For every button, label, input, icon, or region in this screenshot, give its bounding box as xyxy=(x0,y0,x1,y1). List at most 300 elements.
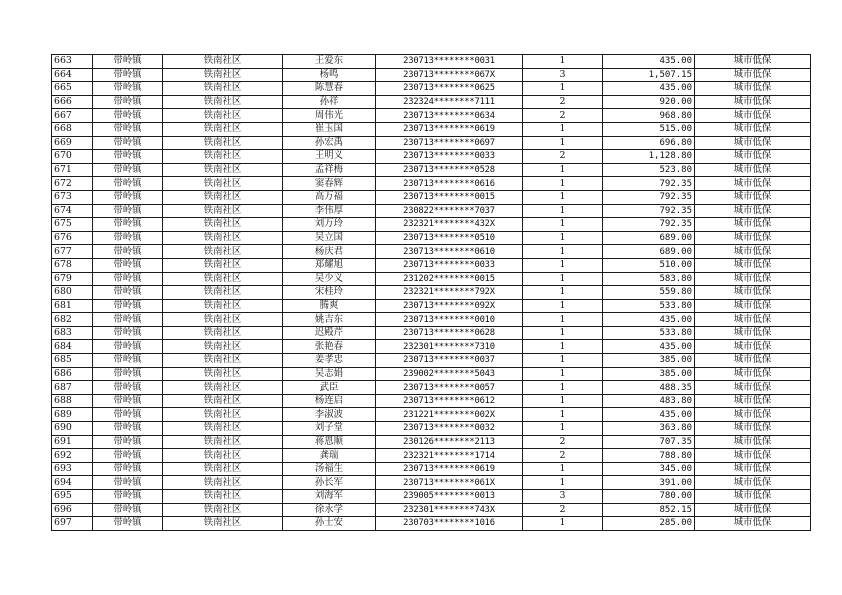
household-size-cell: 2 xyxy=(523,435,603,449)
id-number-cell: 239002********5043 xyxy=(376,367,523,381)
town-cell: 带岭镇 xyxy=(93,150,163,164)
household-size-cell: 1 xyxy=(523,462,603,476)
town-cell: 带岭镇 xyxy=(93,476,163,490)
row-number: 664 xyxy=(52,68,93,82)
row-number: 666 xyxy=(52,95,93,109)
community-cell: 铁南社区 xyxy=(163,408,283,422)
town-cell: 带岭镇 xyxy=(93,55,163,69)
amount-cell: 788.80 xyxy=(603,449,695,463)
town-cell: 带岭镇 xyxy=(93,408,163,422)
town-cell: 带岭镇 xyxy=(93,109,163,123)
id-number-cell: 230713********061X xyxy=(376,476,523,490)
town-cell: 带岭镇 xyxy=(93,449,163,463)
assistance-type-cell: 城市低保 xyxy=(695,245,811,259)
table-row xyxy=(52,122,811,136)
town-cell: 带岭镇 xyxy=(93,95,163,109)
name-cell: 杨连启 xyxy=(283,394,376,408)
community-cell: 铁南社区 xyxy=(163,95,283,109)
amount-cell: 285.00 xyxy=(603,517,695,531)
town-cell: 带岭镇 xyxy=(93,367,163,381)
amount-cell: 345.00 xyxy=(603,462,695,476)
table-row xyxy=(52,517,811,531)
town-cell: 带岭镇 xyxy=(93,326,163,340)
name-cell: 周伟光 xyxy=(283,109,376,123)
town-cell: 带岭镇 xyxy=(93,218,163,232)
row-number: 681 xyxy=(52,299,93,313)
community-cell: 铁南社区 xyxy=(163,326,283,340)
name-cell: 吴立国 xyxy=(283,231,376,245)
table-row xyxy=(52,503,811,517)
row-number: 686 xyxy=(52,367,93,381)
assistance-type-cell: 城市低保 xyxy=(695,381,811,395)
community-cell: 铁南社区 xyxy=(163,68,283,82)
assistance-type-cell: 城市低保 xyxy=(695,122,811,136)
community-cell: 铁南社区 xyxy=(163,163,283,177)
id-number-cell: 230713********0528 xyxy=(376,163,523,177)
table-row xyxy=(52,82,811,96)
town-cell: 带岭镇 xyxy=(93,462,163,476)
id-number-cell: 232324********7111 xyxy=(376,95,523,109)
community-cell: 铁南社区 xyxy=(163,313,283,327)
name-cell: 迟殿芹 xyxy=(283,326,376,340)
row-number: 674 xyxy=(52,204,93,218)
household-size-cell: 1 xyxy=(523,299,603,313)
row-number: 678 xyxy=(52,258,93,272)
household-size-cell: 1 xyxy=(523,394,603,408)
row-number: 693 xyxy=(52,462,93,476)
household-size-cell: 1 xyxy=(523,218,603,232)
assistance-type-cell: 城市低保 xyxy=(695,408,811,422)
name-cell: 刘海军 xyxy=(283,490,376,504)
name-cell: 郑耀旭 xyxy=(283,258,376,272)
household-size-cell: 1 xyxy=(523,190,603,204)
household-size-cell: 1 xyxy=(523,340,603,354)
assistance-type-cell: 城市低保 xyxy=(695,204,811,218)
town-cell: 带岭镇 xyxy=(93,272,163,286)
row-number: 680 xyxy=(52,286,93,300)
row-number: 685 xyxy=(52,354,93,368)
id-number-cell: 230713********092X xyxy=(376,299,523,313)
household-size-cell: 2 xyxy=(523,449,603,463)
household-size-cell: 3 xyxy=(523,68,603,82)
household-size-cell: 1 xyxy=(523,272,603,286)
assistance-type-cell: 城市低保 xyxy=(695,231,811,245)
community-cell: 铁南社区 xyxy=(163,258,283,272)
amount-cell: 583.80 xyxy=(603,272,695,286)
amount-cell: 435.00 xyxy=(603,55,695,69)
community-cell: 铁南社区 xyxy=(163,190,283,204)
name-cell: 高万福 xyxy=(283,190,376,204)
name-cell: 吴志娟 xyxy=(283,367,376,381)
assistance-type-cell: 城市低保 xyxy=(695,163,811,177)
row-number: 694 xyxy=(52,476,93,490)
amount-cell: 689.00 xyxy=(603,245,695,259)
assistance-type-cell: 城市低保 xyxy=(695,503,811,517)
amount-cell: 385.00 xyxy=(603,367,695,381)
assistance-type-cell: 城市低保 xyxy=(695,177,811,191)
table-row xyxy=(52,381,811,395)
assistance-type-cell: 城市低保 xyxy=(695,272,811,286)
name-cell: 汤福生 xyxy=(283,462,376,476)
amount-cell: 852.15 xyxy=(603,503,695,517)
assistance-type-cell: 城市低保 xyxy=(695,82,811,96)
table-row xyxy=(52,313,811,327)
id-number-cell: 230713********0015 xyxy=(376,190,523,204)
id-number-cell: 230713********0619 xyxy=(376,462,523,476)
row-number: 665 xyxy=(52,82,93,96)
name-cell: 杨庆君 xyxy=(283,245,376,259)
town-cell: 带岭镇 xyxy=(93,286,163,300)
row-number: 669 xyxy=(52,136,93,150)
household-size-cell: 1 xyxy=(523,286,603,300)
row-number: 692 xyxy=(52,449,93,463)
id-number-cell: 232321********792X xyxy=(376,286,523,300)
row-number: 687 xyxy=(52,381,93,395)
table-row xyxy=(52,231,811,245)
assistance-type-cell: 城市低保 xyxy=(695,462,811,476)
amount-cell: 707.35 xyxy=(603,435,695,449)
name-cell: 腾爽 xyxy=(283,299,376,313)
assistance-type-cell: 城市低保 xyxy=(695,435,811,449)
amount-cell: 696.80 xyxy=(603,136,695,150)
amount-cell: 780.00 xyxy=(603,490,695,504)
amount-cell: 391.00 xyxy=(603,476,695,490)
amount-cell: 559.80 xyxy=(603,286,695,300)
community-cell: 铁南社区 xyxy=(163,55,283,69)
id-number-cell: 232321********432X xyxy=(376,218,523,232)
community-cell: 铁南社区 xyxy=(163,490,283,504)
assistance-type-cell: 城市低保 xyxy=(695,340,811,354)
row-number: 672 xyxy=(52,177,93,191)
row-number: 689 xyxy=(52,408,93,422)
name-cell: 龚瑞 xyxy=(283,449,376,463)
name-cell: 孙宏禹 xyxy=(283,136,376,150)
community-cell: 铁南社区 xyxy=(163,435,283,449)
town-cell: 带岭镇 xyxy=(93,340,163,354)
table-row xyxy=(52,476,811,490)
table-row xyxy=(52,95,811,109)
community-cell: 铁南社区 xyxy=(163,462,283,476)
table-row xyxy=(52,68,811,82)
assistance-type-cell: 城市低保 xyxy=(695,367,811,381)
assistance-type-cell: 城市低保 xyxy=(695,190,811,204)
row-number: 676 xyxy=(52,231,93,245)
name-cell: 宋桂玲 xyxy=(283,286,376,300)
name-cell: 孙长军 xyxy=(283,476,376,490)
amount-cell: 792.35 xyxy=(603,204,695,218)
amount-cell: 523.80 xyxy=(603,163,695,177)
id-number-cell: 230713********0616 xyxy=(376,177,523,191)
town-cell: 带岭镇 xyxy=(93,82,163,96)
assistance-type-cell: 城市低保 xyxy=(695,109,811,123)
town-cell: 带岭镇 xyxy=(93,190,163,204)
table-row xyxy=(52,258,811,272)
amount-cell: 488.35 xyxy=(603,381,695,395)
amount-cell: 435.00 xyxy=(603,313,695,327)
amount-cell: 510.00 xyxy=(603,258,695,272)
row-number: 683 xyxy=(52,326,93,340)
table-body xyxy=(52,55,811,531)
community-cell: 铁南社区 xyxy=(163,245,283,259)
assistance-type-cell: 城市低保 xyxy=(695,258,811,272)
name-cell: 孟祥梅 xyxy=(283,163,376,177)
household-size-cell: 1 xyxy=(523,354,603,368)
row-number: 671 xyxy=(52,163,93,177)
row-number: 673 xyxy=(52,190,93,204)
name-cell: 李伟厚 xyxy=(283,204,376,218)
row-number: 663 xyxy=(52,55,93,69)
town-cell: 带岭镇 xyxy=(93,163,163,177)
table-row xyxy=(52,435,811,449)
id-number-cell: 230713********0697 xyxy=(376,136,523,150)
community-cell: 铁南社区 xyxy=(163,231,283,245)
town-cell: 带岭镇 xyxy=(93,122,163,136)
amount-cell: 689.00 xyxy=(603,231,695,245)
name-cell: 蒋恩顺 xyxy=(283,435,376,449)
id-number-cell: 231221********002X xyxy=(376,408,523,422)
town-cell: 带岭镇 xyxy=(93,299,163,313)
row-number: 697 xyxy=(52,517,93,531)
community-cell: 铁南社区 xyxy=(163,177,283,191)
assistance-type-cell: 城市低保 xyxy=(695,55,811,69)
amount-cell: 792.35 xyxy=(603,177,695,191)
amount-cell: 363.80 xyxy=(603,422,695,436)
household-size-cell: 1 xyxy=(523,204,603,218)
table-row xyxy=(52,109,811,123)
household-size-cell: 1 xyxy=(523,245,603,259)
table-row xyxy=(52,55,811,69)
assistance-type-cell: 城市低保 xyxy=(695,313,811,327)
community-cell: 铁南社区 xyxy=(163,394,283,408)
table-row xyxy=(52,394,811,408)
amount-cell: 385.00 xyxy=(603,354,695,368)
household-size-cell: 2 xyxy=(523,109,603,123)
assistance-type-cell: 城市低保 xyxy=(695,490,811,504)
table-row xyxy=(52,340,811,354)
id-number-cell: 232321********1714 xyxy=(376,449,523,463)
name-cell: 王明义 xyxy=(283,150,376,164)
amount-cell: 533.80 xyxy=(603,299,695,313)
row-number: 691 xyxy=(52,435,93,449)
community-cell: 铁南社区 xyxy=(163,150,283,164)
name-cell: 王爱东 xyxy=(283,55,376,69)
household-size-cell: 1 xyxy=(523,82,603,96)
id-number-cell: 230713********0612 xyxy=(376,394,523,408)
name-cell: 吴少义 xyxy=(283,272,376,286)
assistance-type-cell: 城市低保 xyxy=(695,286,811,300)
id-number-cell: 232301********7310 xyxy=(376,340,523,354)
id-number-cell: 230713********0010 xyxy=(376,313,523,327)
community-cell: 铁南社区 xyxy=(163,82,283,96)
town-cell: 带岭镇 xyxy=(93,245,163,259)
row-number: 696 xyxy=(52,503,93,517)
name-cell: 崔玉国 xyxy=(283,122,376,136)
row-number: 670 xyxy=(52,150,93,164)
amount-cell: 435.00 xyxy=(603,340,695,354)
community-cell: 铁南社区 xyxy=(163,286,283,300)
amount-cell: 1,128.80 xyxy=(603,150,695,164)
table-row xyxy=(52,462,811,476)
id-number-cell: 230713********0057 xyxy=(376,381,523,395)
community-cell: 铁南社区 xyxy=(163,109,283,123)
name-cell: 武臣 xyxy=(283,381,376,395)
assistance-type-cell: 城市低保 xyxy=(695,299,811,313)
table-row xyxy=(52,218,811,232)
id-number-cell: 230713********067X xyxy=(376,68,523,82)
household-size-cell: 1 xyxy=(523,381,603,395)
assistance-type-cell: 城市低保 xyxy=(695,394,811,408)
household-size-cell: 1 xyxy=(523,517,603,531)
community-cell: 铁南社区 xyxy=(163,476,283,490)
table-row xyxy=(52,490,811,504)
amount-cell: 792.35 xyxy=(603,218,695,232)
id-number-cell: 232301********743X xyxy=(376,503,523,517)
row-number: 682 xyxy=(52,313,93,327)
amount-cell: 1,507.15 xyxy=(603,68,695,82)
town-cell: 带岭镇 xyxy=(93,313,163,327)
id-number-cell: 231202********0015 xyxy=(376,272,523,286)
household-size-cell: 1 xyxy=(523,122,603,136)
town-cell: 带岭镇 xyxy=(93,68,163,82)
town-cell: 带岭镇 xyxy=(93,258,163,272)
table-row xyxy=(52,326,811,340)
assistance-type-cell: 城市低保 xyxy=(695,517,811,531)
name-cell: 刘万玲 xyxy=(283,218,376,232)
assistance-type-cell: 城市低保 xyxy=(695,354,811,368)
table-row xyxy=(52,163,811,177)
row-number: 690 xyxy=(52,422,93,436)
name-cell: 张艳春 xyxy=(283,340,376,354)
town-cell: 带岭镇 xyxy=(93,435,163,449)
row-number: 695 xyxy=(52,490,93,504)
community-cell: 铁南社区 xyxy=(163,204,283,218)
id-number-cell: 230713********0037 xyxy=(376,354,523,368)
household-size-cell: 1 xyxy=(523,231,603,245)
household-size-cell: 1 xyxy=(523,163,603,177)
community-cell: 铁南社区 xyxy=(163,422,283,436)
table-row xyxy=(52,177,811,191)
town-cell: 带岭镇 xyxy=(93,354,163,368)
row-number: 688 xyxy=(52,394,93,408)
household-size-cell: 1 xyxy=(523,367,603,381)
amount-cell: 515.00 xyxy=(603,122,695,136)
household-size-cell: 1 xyxy=(523,422,603,436)
household-size-cell: 2 xyxy=(523,503,603,517)
name-cell: 姜孝忠 xyxy=(283,354,376,368)
name-cell: 窦春辉 xyxy=(283,177,376,191)
table-row xyxy=(52,190,811,204)
table-row xyxy=(52,449,811,463)
name-cell: 杨鸣 xyxy=(283,68,376,82)
town-cell: 带岭镇 xyxy=(93,231,163,245)
community-cell: 铁南社区 xyxy=(163,340,283,354)
table-row xyxy=(52,367,811,381)
id-number-cell: 230713********0033 xyxy=(376,150,523,164)
table-row xyxy=(52,299,811,313)
amount-cell: 435.00 xyxy=(603,82,695,96)
community-cell: 铁南社区 xyxy=(163,299,283,313)
household-size-cell: 1 xyxy=(523,408,603,422)
town-cell: 带岭镇 xyxy=(93,503,163,517)
community-cell: 铁南社区 xyxy=(163,449,283,463)
household-size-cell: 1 xyxy=(523,177,603,191)
row-number: 677 xyxy=(52,245,93,259)
town-cell: 带岭镇 xyxy=(93,490,163,504)
household-size-cell: 2 xyxy=(523,150,603,164)
table-row xyxy=(52,408,811,422)
id-number-cell: 230713********0032 xyxy=(376,422,523,436)
row-number: 675 xyxy=(52,218,93,232)
household-size-cell: 1 xyxy=(523,326,603,340)
community-cell: 铁南社区 xyxy=(163,122,283,136)
household-size-cell: 2 xyxy=(523,95,603,109)
table-row xyxy=(52,286,811,300)
name-cell: 陈慧春 xyxy=(283,82,376,96)
household-size-cell: 1 xyxy=(523,313,603,327)
table-row xyxy=(52,272,811,286)
data-table xyxy=(51,54,811,531)
id-number-cell: 230126********2113 xyxy=(376,435,523,449)
community-cell: 铁南社区 xyxy=(163,381,283,395)
id-number-cell: 230703********1016 xyxy=(376,517,523,531)
name-cell: 姚吉东 xyxy=(283,313,376,327)
household-size-cell: 1 xyxy=(523,258,603,272)
household-size-cell: 1 xyxy=(523,136,603,150)
table-row xyxy=(52,245,811,259)
town-cell: 带岭镇 xyxy=(93,394,163,408)
table-row xyxy=(52,422,811,436)
town-cell: 带岭镇 xyxy=(93,136,163,150)
id-number-cell: 230713********0628 xyxy=(376,326,523,340)
assistance-type-cell: 城市低保 xyxy=(695,476,811,490)
amount-cell: 533.80 xyxy=(603,326,695,340)
amount-cell: 792.35 xyxy=(603,190,695,204)
assistance-type-cell: 城市低保 xyxy=(695,136,811,150)
name-cell: 徐永学 xyxy=(283,503,376,517)
amount-cell: 435.00 xyxy=(603,408,695,422)
amount-cell: 968.80 xyxy=(603,109,695,123)
amount-cell: 920.00 xyxy=(603,95,695,109)
name-cell: 孙士安 xyxy=(283,517,376,531)
community-cell: 铁南社区 xyxy=(163,367,283,381)
id-number-cell: 230713********0619 xyxy=(376,122,523,136)
id-number-cell: 230713********0610 xyxy=(376,245,523,259)
row-number: 668 xyxy=(52,122,93,136)
assistance-type-cell: 城市低保 xyxy=(695,422,811,436)
name-cell: 刘子堂 xyxy=(283,422,376,436)
id-number-cell: 230713********0033 xyxy=(376,258,523,272)
assistance-type-cell: 城市低保 xyxy=(695,150,811,164)
town-cell: 带岭镇 xyxy=(93,177,163,191)
community-cell: 铁南社区 xyxy=(163,272,283,286)
assistance-type-cell: 城市低保 xyxy=(695,95,811,109)
community-cell: 铁南社区 xyxy=(163,218,283,232)
table-row xyxy=(52,204,811,218)
name-cell: 孙祥 xyxy=(283,95,376,109)
community-cell: 铁南社区 xyxy=(163,136,283,150)
id-number-cell: 230713********0031 xyxy=(376,55,523,69)
row-number: 684 xyxy=(52,340,93,354)
id-number-cell: 230713********0634 xyxy=(376,109,523,123)
community-cell: 铁南社区 xyxy=(163,503,283,517)
household-size-cell: 3 xyxy=(523,490,603,504)
assistance-type-cell: 城市低保 xyxy=(695,68,811,82)
assistance-type-cell: 城市低保 xyxy=(695,449,811,463)
id-number-cell: 230713********0625 xyxy=(376,82,523,96)
table-row xyxy=(52,354,811,368)
id-number-cell: 239005********0013 xyxy=(376,490,523,504)
town-cell: 带岭镇 xyxy=(93,517,163,531)
